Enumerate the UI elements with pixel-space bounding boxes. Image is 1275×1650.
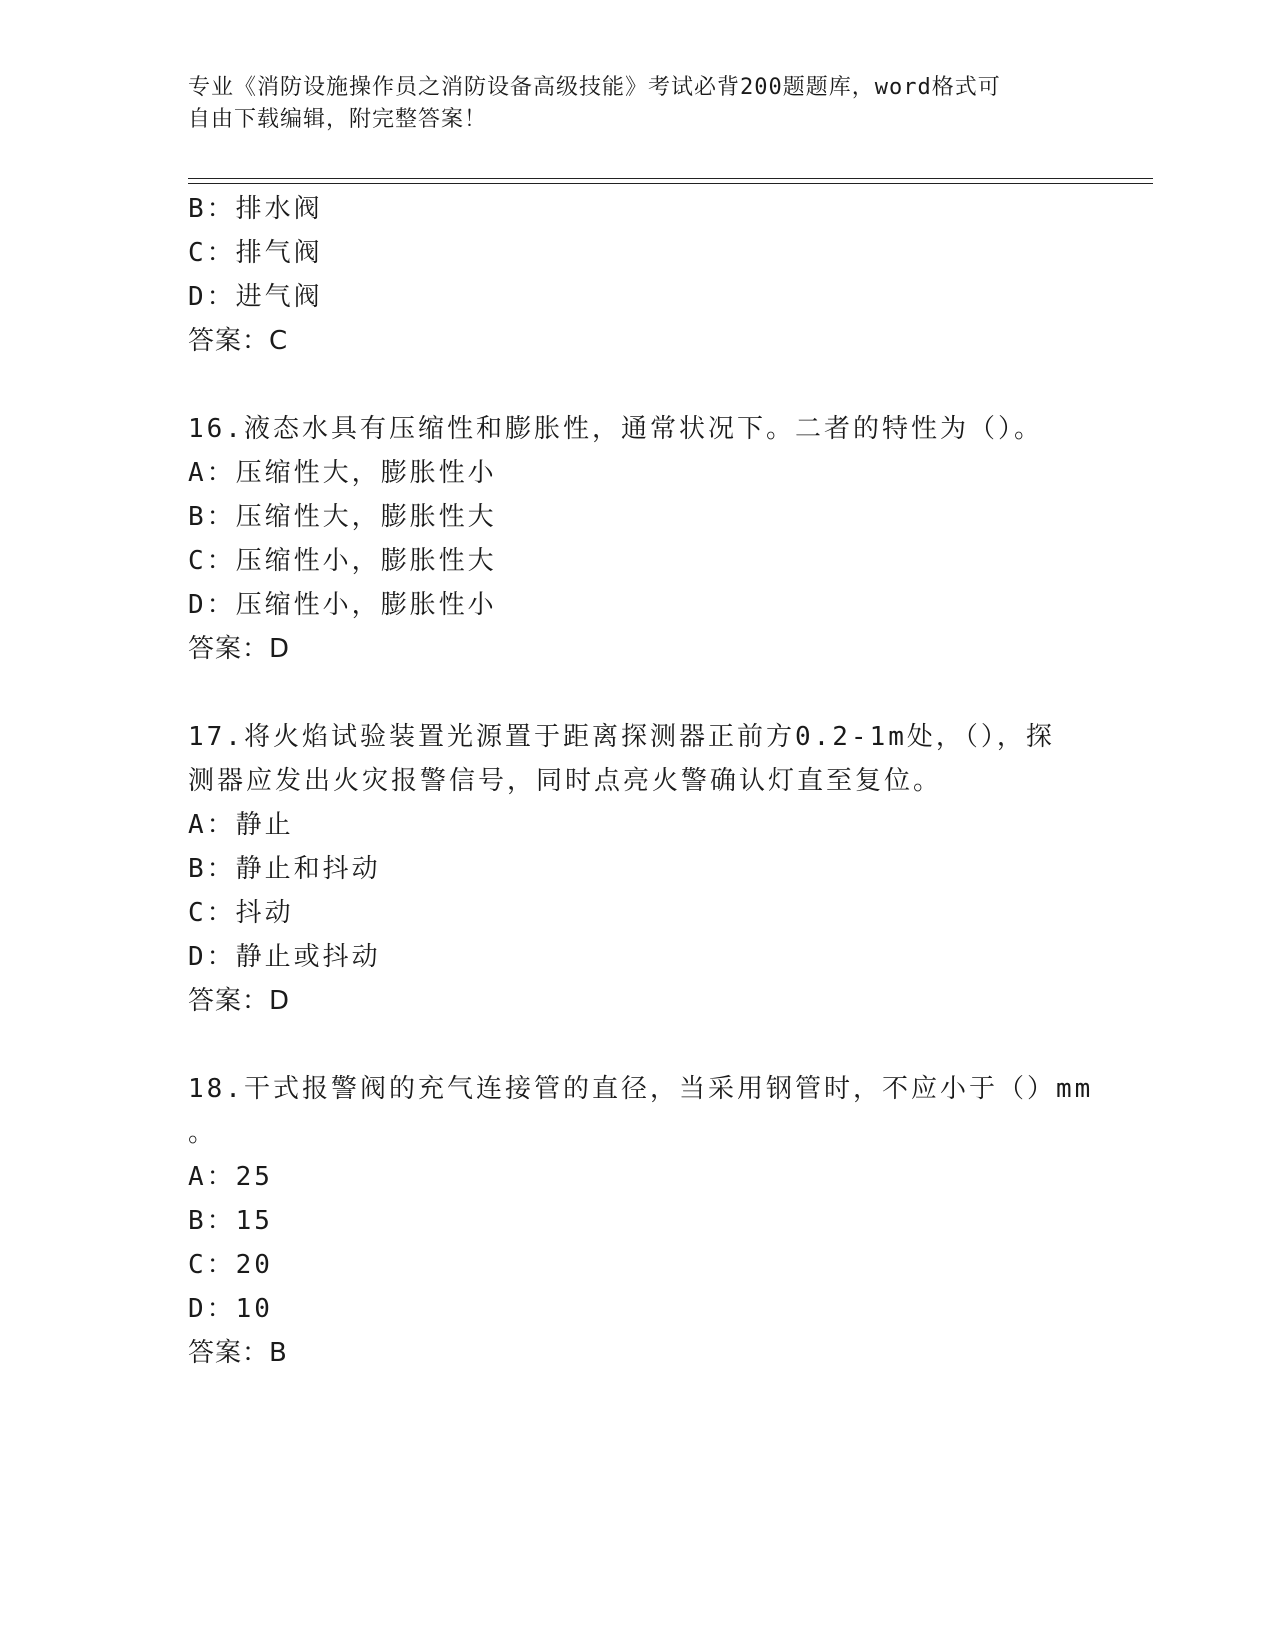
q18-option-b: B：15 — [188, 1206, 273, 1236]
q15-option-d: D：进气阀 — [188, 282, 323, 312]
q18-option-c: C：20 — [188, 1250, 273, 1280]
q17-option-d: D：静止或抖动 — [188, 942, 381, 972]
q15-option-c: C：排气阀 — [188, 238, 323, 268]
q18-answer: 答案：B — [188, 1338, 288, 1368]
q17-answer: 答案：D — [188, 986, 291, 1016]
q18-stem-line-1: 18.干式报警阀的充气连接管的直径，当采用钢管时，不应小于（）mm — [188, 1074, 1094, 1104]
q18-option-a: A：25 — [188, 1162, 273, 1192]
q16-option-c: C：压缩性小，膨胀性大 — [188, 546, 497, 576]
header-divider-bottom — [188, 183, 1153, 184]
q17-stem-line-1: 17.将火焰试验装置光源置于距离探测器正前方0.2-1m处，（），探 — [188, 722, 1055, 752]
header-line-2: 自由下载编辑，附完整答案！ — [188, 107, 488, 132]
q16-stem: 16.液态水具有压缩性和膨胀性，通常状况下。二者的特性为（）。 — [188, 414, 1043, 444]
q16-option-d: D：压缩性小，膨胀性小 — [188, 590, 497, 620]
q16-answer: 答案：D — [188, 634, 291, 664]
document-header — [188, 72, 1068, 136]
q18-stem-line-2: 。 — [188, 1118, 218, 1148]
q17-option-b: B：静止和抖动 — [188, 854, 381, 884]
q17-stem-line-2: 测器应发出火灾报警信号，同时点亮火警确认灯直至复位。 — [188, 766, 943, 796]
q16-option-a: A：压缩性大，膨胀性小 — [188, 458, 497, 488]
q16-option-b: B：压缩性大，膨胀性大 — [188, 502, 497, 532]
q15-answer: 答案：C — [188, 326, 289, 356]
q15-option-b: B：排水阀 — [188, 194, 323, 224]
q17-option-c: C：抖动 — [188, 898, 294, 928]
header-line-1: 专业《消防设施操作员之消防设备高级技能》考试必背200题题库，word格式可 — [188, 75, 1001, 100]
q18-option-d: D：10 — [188, 1294, 273, 1324]
header-divider-top — [188, 178, 1153, 179]
q17-option-a: A：静止 — [188, 810, 294, 840]
